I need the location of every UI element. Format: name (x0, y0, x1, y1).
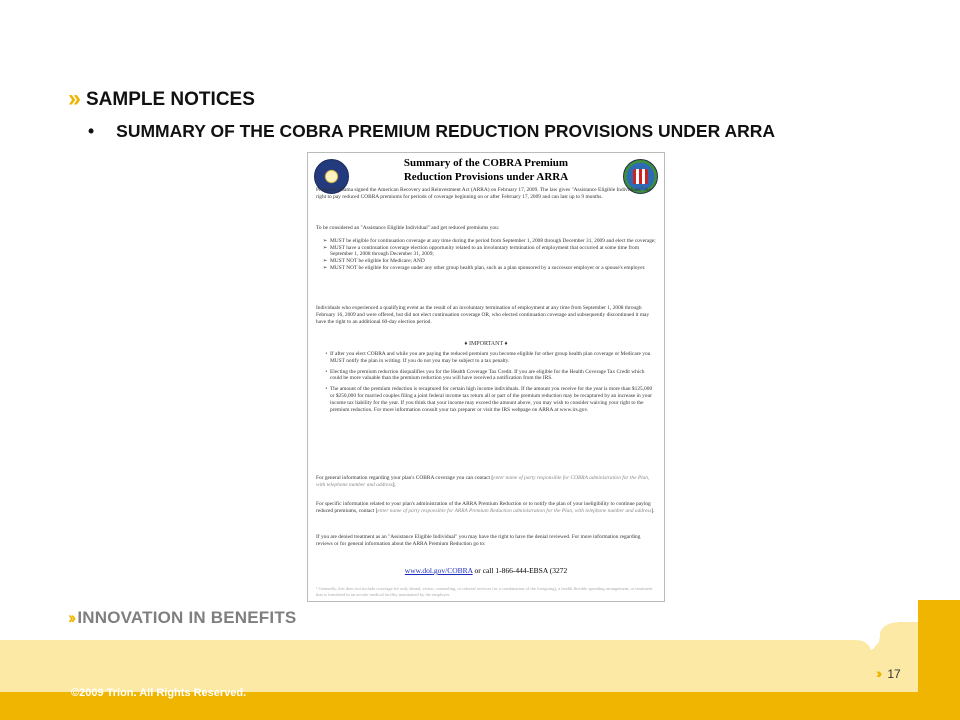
chevron-icon: ›› (876, 665, 880, 681)
phone-text: or call 1-866-444-EBSA (3272 (472, 566, 568, 575)
document-header-line1: Summary of the COBRA Premium (403, 157, 569, 169)
chevron-icon: ›› (68, 608, 74, 627)
slide-subtitle-text: SUMMARY OF THE COBRA PREMIUM REDUCTION PROVISIONS UNDER ARRA (116, 121, 776, 141)
footer-tagline-text: INNOVATION IN BENEFITS (77, 608, 297, 627)
notice-document (307, 152, 665, 602)
specific-info-paragraph: For specific information related to your plan's administration of the ARRA Premium Reduction or to notify the plan of your ineligibility to continue paying reduced premiums, contact [enter name of party responsible for ARRA Premium Reduction administration for the Plan, with telephone number and address]. (316, 501, 655, 514)
second-election-paragraph: Individuals who experienced a qualifying event as the result of an involuntary termination of employment at any time from September 1, 2008 through February 16, 2009 and were offered, but did not elect continuation coverage OR, who elected continuation coverage and subsequently discontinued it may have the right to an additional 60-day election period. (316, 305, 650, 325)
criteria-item: ➢ MUST have a continuation coverage election opportunity related to an involuntary termination of employment that occurred at some time from September 1, 2008 through December 31, 2009; (330, 245, 656, 259)
dol-cobra-link[interactable]: www.dol.gov/COBRA (404, 566, 473, 575)
eligibility-section (316, 225, 656, 272)
important-heading: ♦ IMPORTANT ♦ (464, 341, 508, 347)
page-number-text: 17 (887, 667, 901, 681)
bullet-icon: • (88, 121, 95, 141)
intro-paragraph: President Obama signed the American Recovery and Reinvestment Act (ARRA) on February 17, 2009. The law gives "Assistance Eligible Individuals" the right to pay reduced COBRA premiums for periods of coverage beginning on or after February 17, 2009 and can last up to 9 months. (316, 187, 651, 200)
eligibility-lead: To be considered an "Assistance Eligible Individual" and get reduced premiums you: (316, 225, 500, 231)
denied-paragraph: If you are denied treatment as an "Assistance Eligible Individual" you may have the right to have the denial reviewed. For more information regarding reviews or for general information about the ARRA Premium Reduction go to: (316, 534, 641, 547)
important-item: • If after you elect COBRA and while you are paying the reduced premium you become eligible for other group health plan coverage or Medicare you MUST notify the plan in writing. If you do not you may be subject to a tax penalty. (330, 351, 656, 365)
slide-title-text: SAMPLE NOTICES (85, 89, 255, 110)
document-header (378, 156, 594, 184)
important-section (316, 351, 656, 413)
slide-title (68, 84, 255, 112)
document-header-line2: Reduction Provisions under ARRA (403, 171, 569, 183)
criteria-item: ➢ MUST be eligible for continuation coverage at any time during the period from September 1, 2008 through December 31, 2009 and elect the coverage; (330, 238, 656, 245)
page-number (876, 665, 901, 681)
chevron-icon: ›› (68, 85, 78, 112)
slide-subtitle (88, 121, 775, 142)
footer-tagline (68, 608, 296, 628)
document-footnote: ¹ Generally, this does not include coverage for only dental, vision, counseling, or referral services (or a combination of the foregoing), a health flexible spending arrangement, or treatment that is furnished in an on-site medical facility maintained by the employer. (316, 586, 653, 597)
important-item: • Electing the premium reduction disqualifies you for the Health Coverage Tax Credit. If you are eligible for the Health Coverage Tax Credit which could be more valuable than the premium reduction you will have received a notification from the IRS. (330, 369, 656, 383)
criteria-list (316, 238, 656, 272)
copyright-notice: ©2009 Trion. All Rights Reserved. (71, 687, 247, 699)
criteria-item: ➢ MUST NOT be eligible for coverage under any other group health plan, such as a plan sponsored by a successor employer or a spouse's employer. (330, 265, 656, 272)
important-list (316, 351, 656, 413)
important-item: • The amount of the premium reduction is recaptured for certain high income individuals. If the amount you receive for the year is more than $125,000 or $250,000 for married couples filing a joint federal income tax return all or part of the premium reduction may be recaptured by an increase in your income tax liability for the year. If you think that your income may exceed the amount above, you may wish to consider waiving your right to the premium reduction. For more information consult your tax preparer or visit the IRS webpage on ARRA at www.irs.gov. (330, 386, 656, 413)
criteria-item: ➢ MUST NOT be eligible for Medicare; AND (330, 258, 656, 265)
general-info-paragraph: For general information regarding your plan's COBRA coverage you can contact [enter name of party responsible for COBRA administration for the Plan, with telephone number and address]. (316, 475, 650, 488)
cobra-contact-line (316, 566, 656, 575)
